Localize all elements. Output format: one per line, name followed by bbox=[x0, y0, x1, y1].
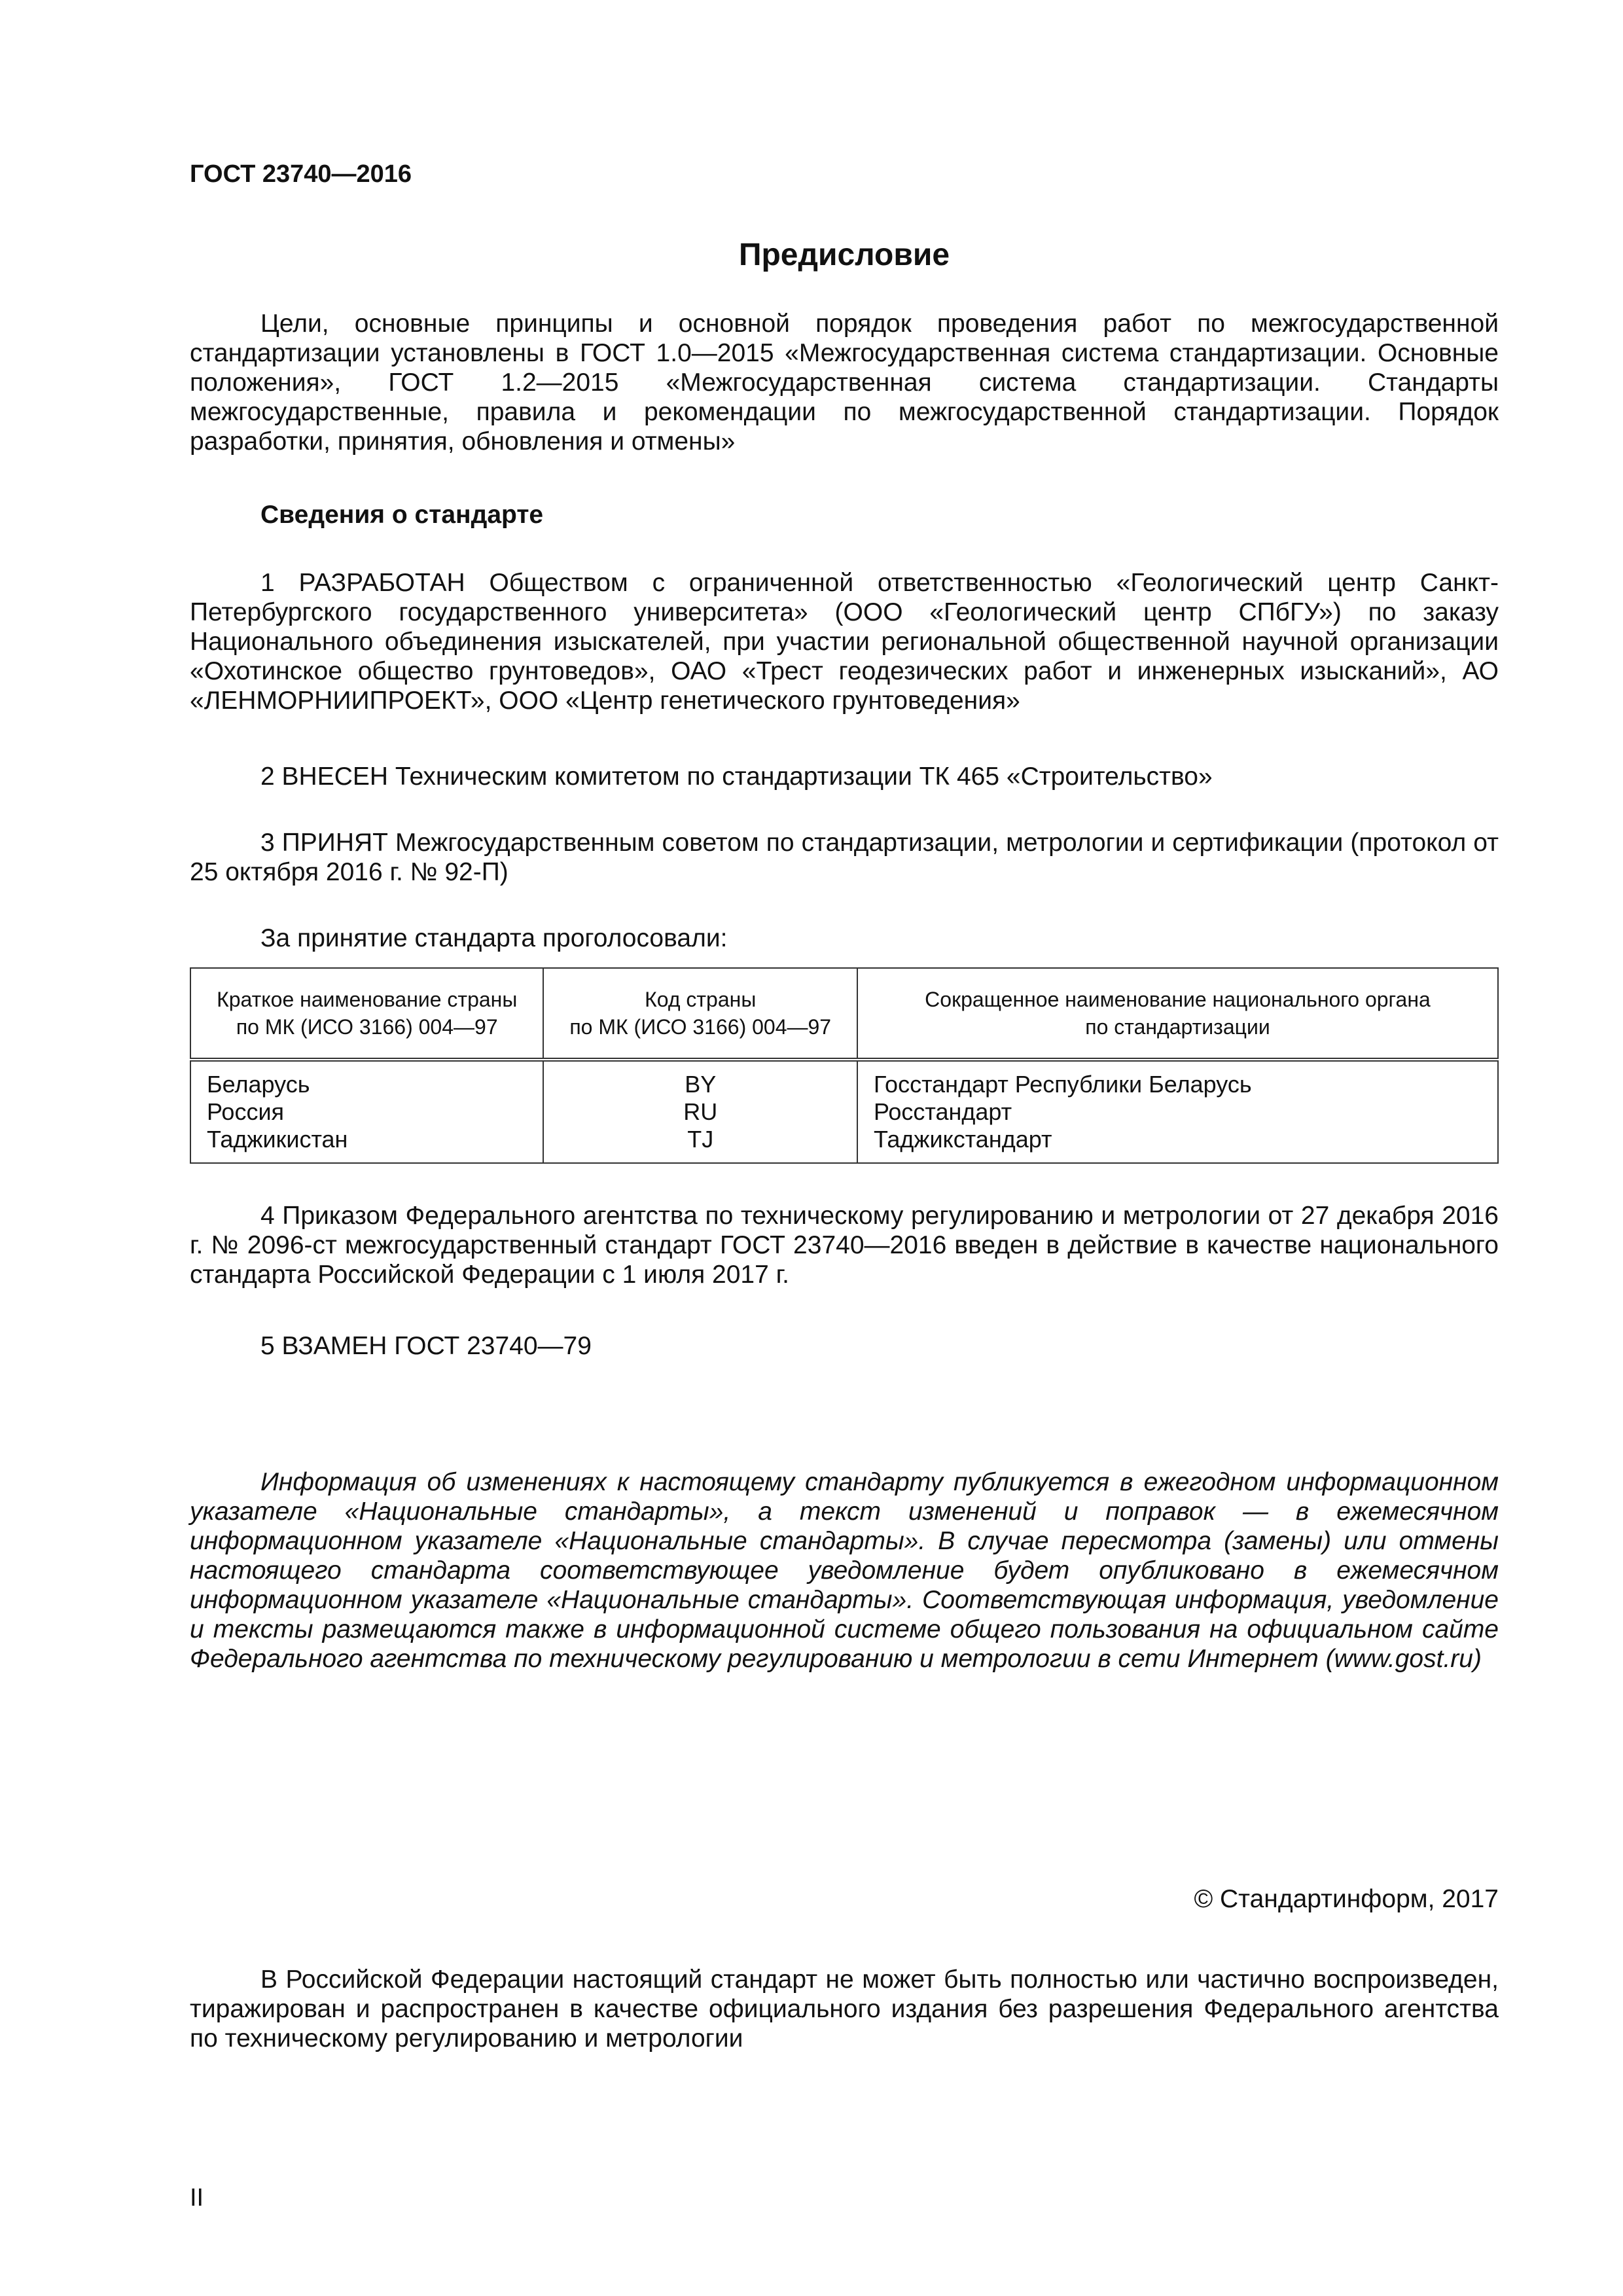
standard-info-heading: Сведения о стандарте bbox=[260, 501, 544, 529]
vote-table bbox=[190, 967, 1499, 1164]
vote-table-header-row bbox=[190, 968, 1498, 1060]
header-national-body bbox=[857, 968, 1498, 1060]
country-codes-cell bbox=[543, 1060, 857, 1163]
national-body: Таджикстандарт bbox=[873, 1126, 1052, 1153]
page-number: II bbox=[190, 2184, 204, 2212]
header-line: Краткое наименование страны bbox=[217, 988, 518, 1011]
reproduction-notice: В Российской Федерации настоящий стандарт не может быть полностью или частично воспроизведен, тиражирован и распространен в качестве официального издания без разрешения Федерального агентства по техническому регулированию и метрологии bbox=[190, 1965, 1499, 2053]
national-body: Росстандарт bbox=[873, 1098, 1012, 1125]
intro-paragraph-block bbox=[190, 309, 1499, 456]
header-line: по МК (ИСО 3166) 004—97 bbox=[569, 1015, 832, 1039]
item-introduced: 2 ВНЕСЕН Техническим комитетом по стандартизации ТК 465 «Строительство» bbox=[260, 762, 1213, 791]
country-name: Таджикистан bbox=[207, 1126, 348, 1153]
header-country-code bbox=[543, 968, 857, 1060]
header-line: по МК (ИСО 3166) 004—97 bbox=[236, 1015, 498, 1039]
country-code: TJ bbox=[687, 1126, 714, 1153]
item-order: 4 Приказом Федерального агентства по техническому регулированию и метрологии от 27 декабря 2016 г. № 2096-ст межгосударственный стандарт ГОСТ 23740—2016 введен в действие в качестве национального стандарта Российской Федерации с 1 июля 2017 г. bbox=[190, 1202, 1499, 1289]
national-body: Госстандарт Республики Беларусь bbox=[873, 1071, 1252, 1098]
item-adopted: 3 ПРИНЯТ Межгосударственным советом по стандартизации, метрологии и сертификации (протокол от 25 октября 2016 г. № 92-П) bbox=[190, 829, 1499, 886]
order-block bbox=[190, 1201, 1499, 1289]
item-replaces: 5 ВЗАМЕН ГОСТ 23740—79 bbox=[260, 1332, 592, 1360]
item-developed: 1 РАЗРАБОТАН Обществом с ограниченной ответственностью «Геологический центр Санкт-Петербургского государственного университета» (ООО «Геологический центр СПбГУ») по заказу Национального объединения изыскателей, при участии региональной общественной научной организации «Охотинское общество грунтоведов», ОАО «Трест геодезических работ и инженерных изысканий», АО «ЛЕНМОРНИИПРОЕКТ», ООО «Центр генетического грунтоведения» bbox=[190, 569, 1499, 715]
header-line: по стандартизации bbox=[1085, 1015, 1270, 1039]
country-code: RU bbox=[683, 1098, 718, 1125]
page-title: Предисловие bbox=[738, 238, 950, 272]
table-row bbox=[190, 1060, 1498, 1163]
country-names-cell bbox=[190, 1060, 543, 1163]
header-line: Код страны bbox=[645, 988, 757, 1011]
adopted-block bbox=[190, 828, 1499, 887]
reproduction-notice-block bbox=[190, 1965, 1499, 2053]
national-bodies-cell bbox=[857, 1060, 1498, 1163]
intro-paragraph: Цели, основные принципы и основной порядок проведения работ по межгосударственной стандартизации установлены в ГОСТ 1.0—2015 «Межгосударственная система стандартизации. Основные положения», ГОСТ 1.2—2015 «Межгосударственная система стандартизации. Стандарты межгосударственные, правила и рекомендации по межгосударственной стандартизации. Порядок разработки, принятия, обновления и отмены» bbox=[190, 310, 1499, 456]
country-name: Беларусь bbox=[207, 1071, 310, 1098]
voted-label: За принятие стандарта проголосовали: bbox=[260, 924, 728, 952]
changes-info: Информация об изменениях к настоящему стандарту публикуется в ежегодном информационном указателе «Национальные стандарты», а текст изменений и поправок — в ежемесячном информационном указателе «Национальные стандарты». В случае пересмотра (замены) или отмены настоящего стандарта соответствующее уведомление будет опубликовано в ежемесячном информационном указателе «Национальные стандарты». Соответствующая информация, уведомление и тексты размещаются также в информационной системе общего пользования на официальном сайте Федерального агентства по техническому регулированию и метрологии в сети Интернет (www.gost.ru) bbox=[190, 1468, 1499, 1673]
developed-block bbox=[190, 568, 1499, 715]
header-line: Сокращенное наименование национального органа bbox=[925, 988, 1431, 1011]
country-name: Россия bbox=[207, 1098, 285, 1125]
copyright: © Стандартинформ, 2017 bbox=[1194, 1885, 1499, 1913]
standard-code: ГОСТ 23740—2016 bbox=[190, 160, 412, 188]
country-code: BY bbox=[685, 1071, 717, 1098]
changes-info-block bbox=[190, 1467, 1499, 1674]
header-country-name bbox=[190, 968, 543, 1060]
